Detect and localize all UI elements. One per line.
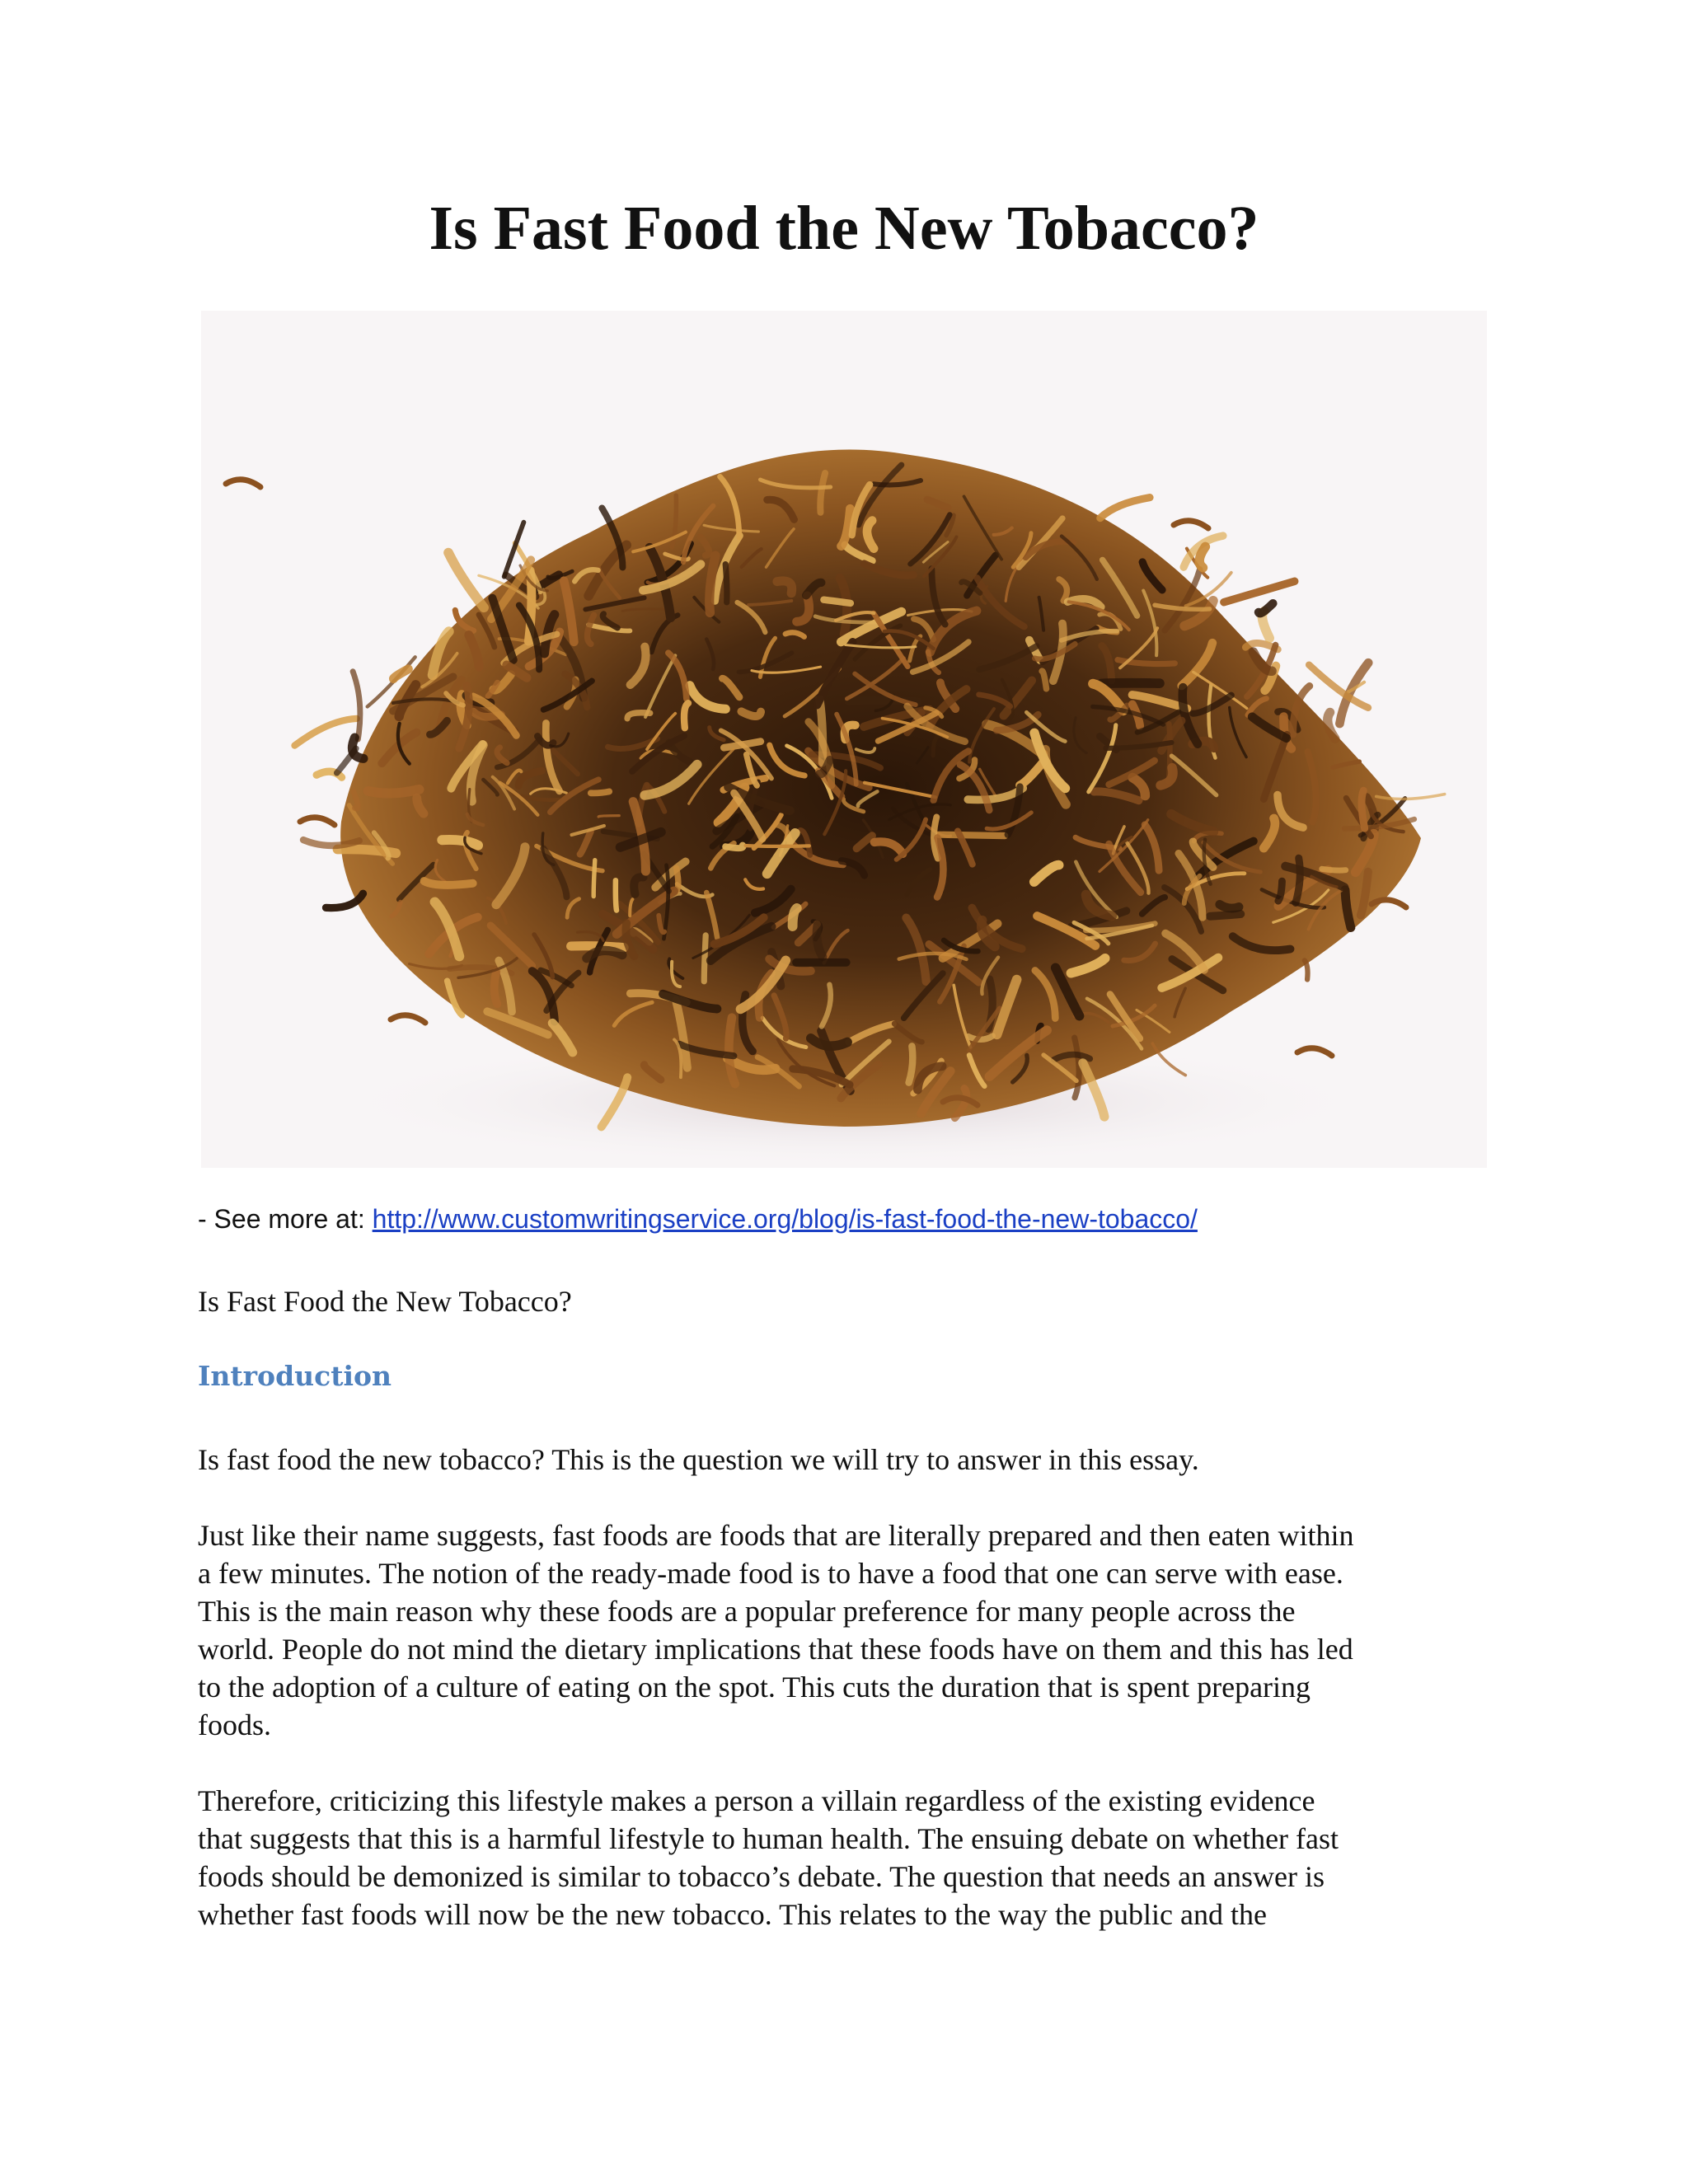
section-heading-introduction: Introduction [198, 1360, 392, 1392]
paragraph-line: foods should be demonized is similar to tobacco’s debate. The question that needs an answer is [198, 1860, 1325, 1893]
hero-image [201, 311, 1487, 1168]
page-title: Is Fast Food the New Tobacco? [429, 194, 1259, 263]
tobacco-shred [442, 840, 478, 846]
source-line [198, 1203, 1198, 1235]
tobacco-shred [495, 972, 498, 1004]
tobacco-shred [1322, 869, 1346, 870]
paragraph-2 [198, 1516, 1500, 1744]
paragraph-line: foods. [198, 1708, 271, 1741]
document-subtitle: Is Fast Food the New Tobacco? [198, 1285, 572, 1318]
tobacco-shred [591, 791, 609, 793]
paragraph-line: Is fast food the new tobacco? This is the question we will try to answer in this essay. [198, 1443, 1199, 1476]
tobacco-shred [909, 1046, 913, 1082]
tobacco-shred [1101, 683, 1160, 684]
source-link[interactable]: http://www.customwritingservice.org/blog/is-fast-food-the-new-tobacco/ [372, 1204, 1198, 1234]
tobacco-shred [725, 846, 743, 848]
tobacco-shred [1199, 546, 1205, 568]
paragraph-line: a few minutes. The notion of the ready-made food is to have a food that one can serve with ease. [198, 1557, 1343, 1590]
tobacco-shred [741, 711, 761, 716]
tobacco-shred [1278, 881, 1282, 901]
tobacco-pile-icon [201, 311, 1487, 1168]
paragraph-line: Therefore, criticizing this lifestyle makes a person a villain regardless of the existing evidence [198, 1784, 1315, 1817]
tobacco-shred [1362, 790, 1365, 828]
source-prefix: - See more at: [198, 1204, 373, 1234]
tobacco-shred [793, 908, 797, 926]
tobacco-shred [725, 565, 727, 602]
tobacco-shred [354, 792, 358, 809]
tobacco-shred [598, 816, 619, 817]
tobacco-shred [424, 881, 473, 885]
paragraph-line: whether fast foods will now be the new tobacco. This relates to the way the public and the [198, 1898, 1267, 1931]
paragraph-line: world. People do not mind the dietary implications that these foods have on them and this has led [198, 1633, 1353, 1666]
paragraph-1 [198, 1441, 1500, 1479]
paragraph-line: This is the main reason why these foods are a popular preference for many people across the [198, 1595, 1296, 1628]
paragraph-3 [198, 1782, 1500, 1933]
tobacco-shred [593, 860, 595, 897]
tobacco-shred [1220, 904, 1239, 908]
paragraph-line: that suggests that this is a harmful lifestyle to human health. The ensuing debate on whether fast [198, 1822, 1339, 1855]
tobacco-shred [1210, 914, 1240, 916]
paragraph-line: to the adoption of a culture of eating on the spot. This cuts the duration that is spent preparing [198, 1671, 1311, 1704]
tobacco-shred [616, 880, 617, 910]
tobacco-shred [820, 700, 823, 763]
tobacco-shred [704, 935, 706, 982]
tobacco-shred [1305, 960, 1308, 979]
tobacco-shred [368, 790, 420, 794]
tobacco-shred [939, 835, 1005, 836]
tobacco-shred [823, 600, 851, 603]
paragraph-line: Just like their name suggests, fast foods are foods that are literally prepared and then eaten within [198, 1519, 1354, 1552]
